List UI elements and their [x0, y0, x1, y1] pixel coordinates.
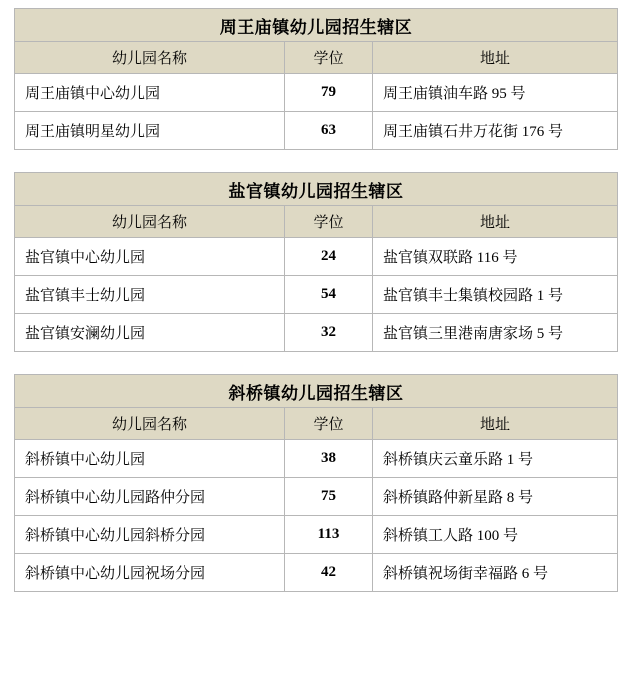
column-header-name: 幼儿园名称: [15, 206, 285, 238]
table-header-row: [15, 408, 618, 440]
cell-name: 斜桥镇中心幼儿园祝场分园: [15, 554, 285, 592]
column-header-address: 地址: [373, 42, 618, 74]
cell-address: 周王庙镇油车路 95 号: [373, 74, 618, 112]
cell-name: 盐官镇中心幼儿园: [15, 238, 285, 276]
column-header-seats: 学位: [285, 408, 373, 440]
cell-name: 周王庙镇中心幼儿园: [15, 74, 285, 112]
table-row: [15, 74, 618, 112]
cell-seats: 54: [285, 276, 373, 314]
column-header-seats: 学位: [285, 206, 373, 238]
column-header-address: 地址: [373, 408, 618, 440]
kindergarten-table-yanguan: [14, 172, 618, 352]
cell-name: 盐官镇丰士幼儿园: [15, 276, 285, 314]
table-row: [15, 238, 618, 276]
cell-seats: 113: [285, 516, 373, 554]
cell-address: 斜桥镇祝场街幸福路 6 号: [373, 554, 618, 592]
table-row: [15, 112, 618, 150]
cell-seats: 79: [285, 74, 373, 112]
kindergarten-table-xieqiao: [14, 374, 618, 592]
cell-address: 斜桥镇路仲新星路 8 号: [373, 478, 618, 516]
cell-seats: 63: [285, 112, 373, 150]
table-title-row: [15, 375, 618, 408]
cell-seats: 24: [285, 238, 373, 276]
cell-address: 斜桥镇工人路 100 号: [373, 516, 618, 554]
cell-seats: 32: [285, 314, 373, 352]
table-row: [15, 554, 618, 592]
table-title-row: [15, 173, 618, 206]
table-header-row: [15, 42, 618, 74]
cell-seats: 38: [285, 440, 373, 478]
table-title: 盐官镇幼儿园招生辖区: [15, 173, 618, 206]
cell-seats: 75: [285, 478, 373, 516]
cell-address: 盐官镇三里港南唐家场 5 号: [373, 314, 618, 352]
table-row: [15, 276, 618, 314]
cell-name: 斜桥镇中心幼儿园: [15, 440, 285, 478]
cell-address: 周王庙镇石井万花街 176 号: [373, 112, 618, 150]
cell-name: 斜桥镇中心幼儿园斜桥分园: [15, 516, 285, 554]
table-row: [15, 478, 618, 516]
table-row: [15, 314, 618, 352]
cell-name: 盐官镇安澜幼儿园: [15, 314, 285, 352]
table-row: [15, 440, 618, 478]
column-header-name: 幼儿园名称: [15, 42, 285, 74]
table-row: [15, 516, 618, 554]
cell-seats: 42: [285, 554, 373, 592]
table-header-row: [15, 206, 618, 238]
table-title-row: [15, 9, 618, 42]
cell-name: 斜桥镇中心幼儿园路仲分园: [15, 478, 285, 516]
cell-address: 斜桥镇庆云童乐路 1 号: [373, 440, 618, 478]
table-title: 斜桥镇幼儿园招生辖区: [15, 375, 618, 408]
column-header-address: 地址: [373, 206, 618, 238]
cell-address: 盐官镇双联路 116 号: [373, 238, 618, 276]
table-title: 周王庙镇幼儿园招生辖区: [15, 9, 618, 42]
cell-name: 周王庙镇明星幼儿园: [15, 112, 285, 150]
column-header-seats: 学位: [285, 42, 373, 74]
cell-address: 盐官镇丰士集镇校园路 1 号: [373, 276, 618, 314]
kindergarten-table-zhouwangmiao: [14, 8, 618, 150]
column-header-name: 幼儿园名称: [15, 408, 285, 440]
